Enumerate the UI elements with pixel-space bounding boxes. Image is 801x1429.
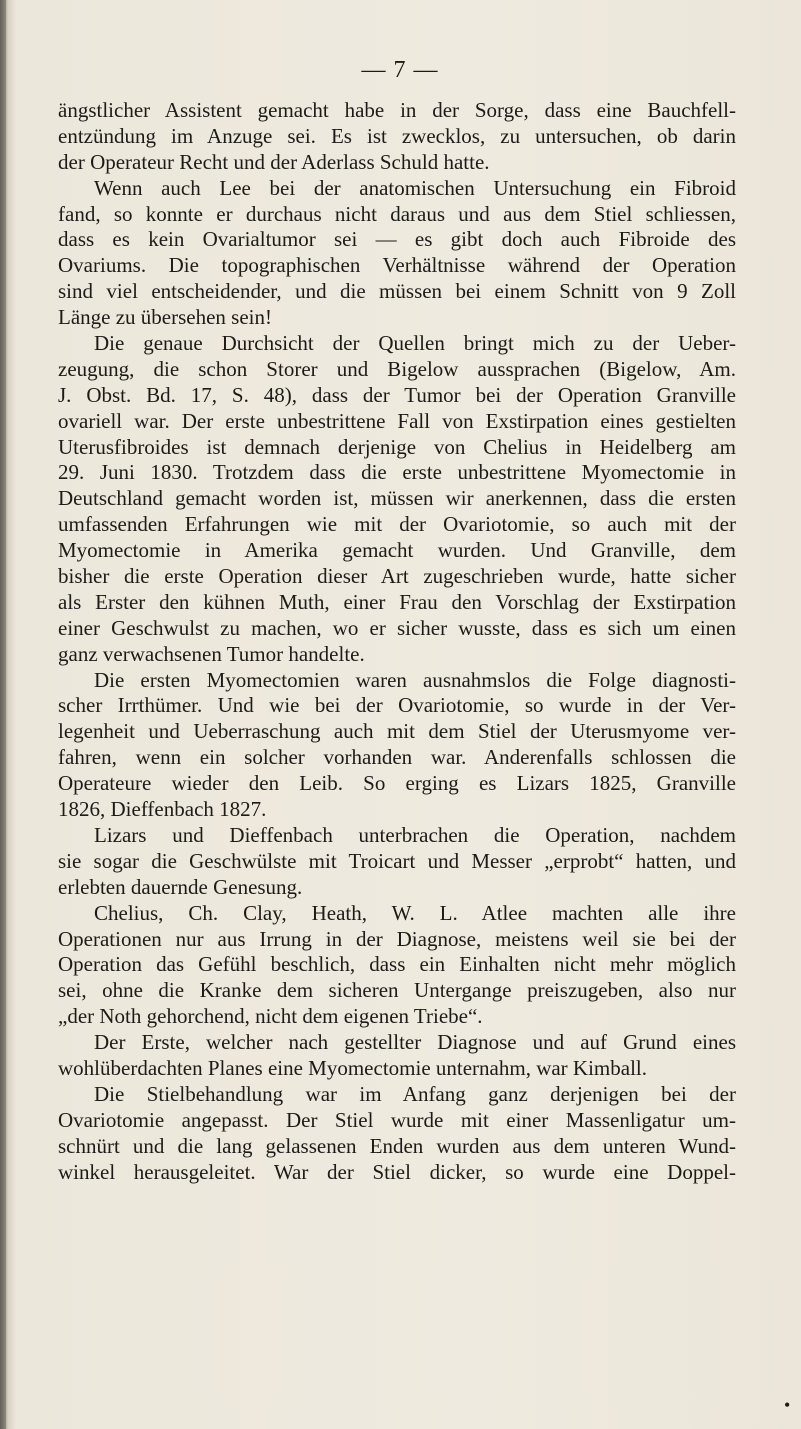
text-line: umfassenden Erfahrungen wie mit der Ovariotomie, so auch mit der: [58, 512, 736, 537]
text-line: J. Obst. Bd. 17, S. 48), dass der Tumor bei der Operation Granville: [58, 382, 736, 407]
text-line: sei, ohne die Kranke dem sicheren Untergange preiszugeben, also nur: [58, 978, 736, 1003]
page-number: — 7 —: [361, 57, 439, 83]
text-line: „der Noth gehorchend, nicht dem eigenen Triebe“.: [58, 1004, 483, 1029]
text-line: Operationen nur aus Irrung in der Diagnose, meistens weil sie bei der: [58, 926, 736, 951]
text-line: entzündung im Anzuge sei. Es ist zwecklos, zu untersuchen, ob darin: [58, 123, 736, 148]
text-line: wohlüberdachten Planes eine Myomectomie unternahm, war Kimball.: [58, 1055, 647, 1080]
text-line: einer Geschwulst zu machen, wo er sicher wusste, dass es sich um einen: [58, 615, 736, 640]
text-line: Ovariums. Die topographischen Verhältnisse während der Operation: [58, 253, 736, 278]
text-line: schnürt und die lang gelassenen Enden wurden aus dem unteren Wund-: [58, 1133, 736, 1158]
text-line: Der Erste, welcher nach gestellter Diagnose und auf Grund eines: [94, 1030, 736, 1055]
text-line: sie sogar die Geschwülste mit Troicart und Messer „erprobt“ hatten, und: [58, 848, 736, 873]
text-line: Die Stielbehandlung war im Anfang ganz derjenigen bei der: [94, 1081, 736, 1106]
text-line: sind viel entscheidender, und die müssen bei einem Schnitt von 9 Zoll: [58, 279, 736, 304]
text-line: ängstlicher Assistent gemacht habe in der Sorge, dass eine Bauchfell-: [58, 98, 736, 122]
body-text: [58, 98, 736, 1185]
ink-mark: •: [784, 1395, 791, 1415]
text-line: Chelius, Ch. Clay, Heath, W. L. Atlee machten alle ihre: [94, 900, 736, 925]
text-line: Myomectomie in Amerika gemacht wurden. Und Granville, dem: [58, 538, 736, 563]
text-line: 1826, Dieffenbach 1827.: [58, 797, 267, 822]
text-line: fand, so konnte er durchaus nicht daraus und aus dem Stiel schliessen,: [58, 201, 736, 226]
text-line: Die ersten Myomectomien waren ausnahmslos die Folge diagnosti-: [94, 667, 736, 692]
text-line: Uterusfibroides ist demnach derjenige von Chelius in Heidelberg am: [58, 434, 736, 459]
text-line: dass es kein Ovarialtumor sei — es gibt doch auch Fibroide des: [58, 227, 736, 252]
text-line: legenheit und Ueberraschung auch mit dem Stiel der Uterusmyome ver-: [58, 719, 736, 744]
page-binding-edge: [0, 0, 6, 1429]
text-line: der Operateur Recht und der Aderlass Schuld hatte.: [58, 149, 490, 174]
text-line: bisher die erste Operation dieser Art zugeschrieben wurde, hatte sicher: [58, 564, 736, 589]
text-line: als Erster den kühnen Muth, einer Frau den Vorschlag der Exstirpation: [58, 589, 736, 614]
text-line: Ovariotomie angepasst. Der Stiel wurde mit einer Massenligatur um-: [58, 1107, 736, 1132]
text-line: ganz verwachsenen Tumor handelte.: [58, 641, 365, 666]
text-line: winkel herausgeleitet. War der Stiel dicker, so wurde eine Doppel-: [58, 1159, 736, 1184]
text-line: scher Irrthümer. Und wie bei der Ovariotomie, so wurde in der Ver-: [58, 693, 736, 718]
text-line: Länge zu übersehen sein!: [58, 305, 272, 330]
text-line: Wenn auch Lee bei der anatomischen Untersuchung ein Fibroid: [94, 175, 736, 200]
text-line: ovariell war. Der erste unbestrittene Fall von Exstirpation eines gestielten: [58, 408, 736, 433]
text-line: Die genaue Durchsicht der Quellen bringt mich zu der Ueber-: [94, 331, 736, 356]
text-line: zeugung, die schon Storer und Bigelow aussprachen (Bigelow, Am.: [58, 356, 736, 381]
text-line: Lizars und Dieffenbach unterbrachen die Operation, nachdem: [94, 822, 736, 847]
text-line: Deutschland gemacht worden ist, müssen wir anerkennen, dass die ersten: [58, 486, 736, 511]
text-line: Operation das Gefühl beschlich, dass ein Einhalten nicht mehr möglich: [58, 952, 736, 977]
text-line: erlebten dauernde Genesung.: [58, 874, 303, 899]
text-line: fahren, wenn ein solcher vorhanden war. Anderenfalls schlossen die: [58, 745, 736, 770]
text-line: Operateure wieder den Leib. So erging es Lizars 1825, Granville: [58, 771, 736, 796]
text-line: 29. Juni 1830. Trotzdem dass die erste unbestrittene Myomectomie in: [58, 460, 736, 485]
